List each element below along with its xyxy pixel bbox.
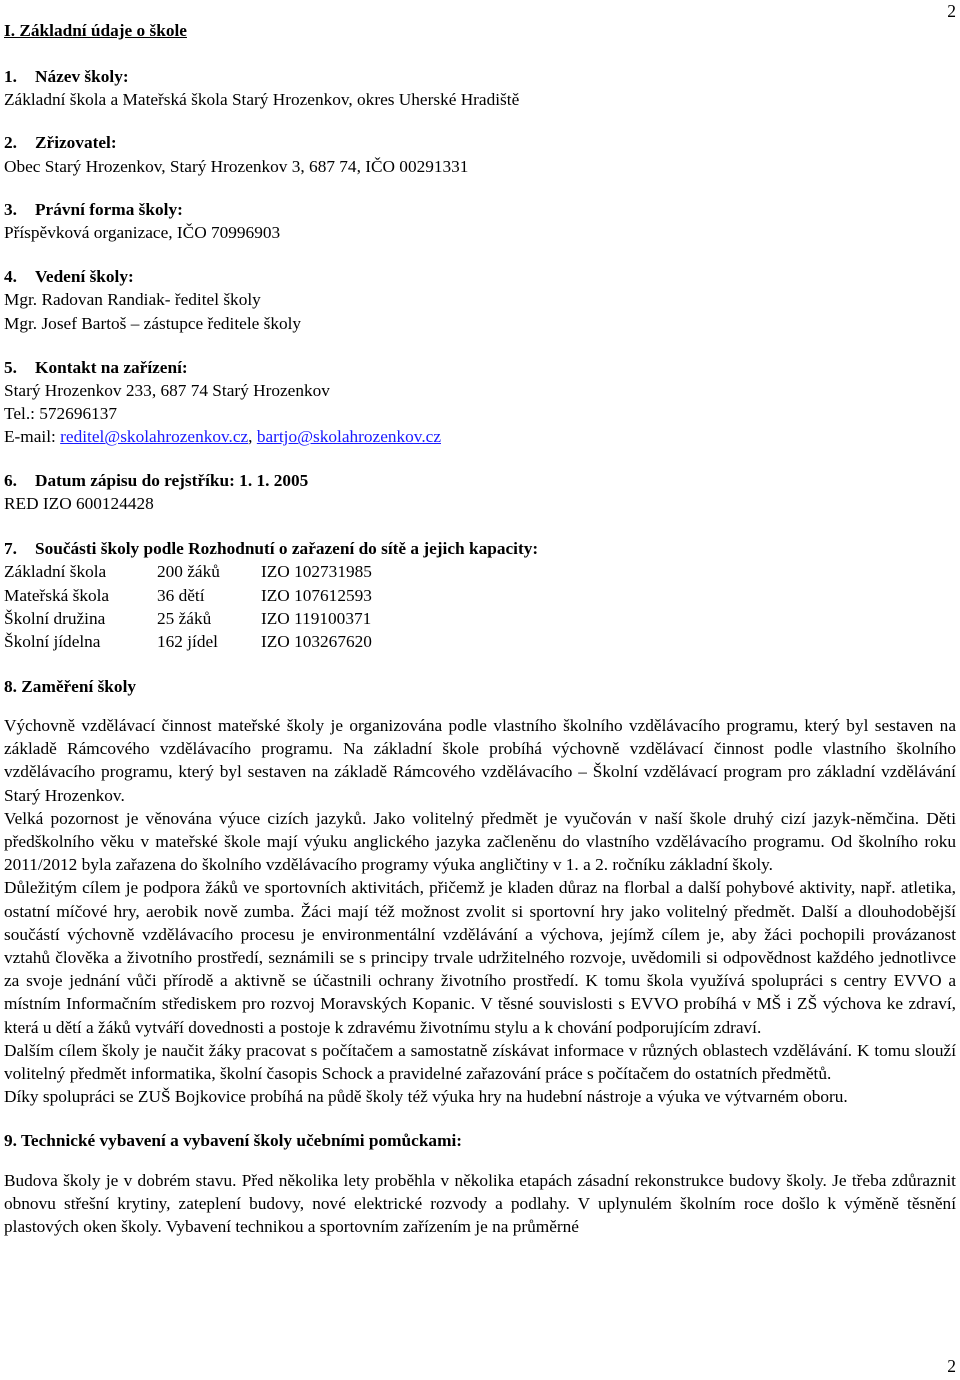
paragraph: Výchovně vzdělávací činnost mateřské školy je organizována podle vlastního školního vzdělávacího programu, který byl sestaven na základě Rámcového vzdělávacího programu. Na základní škole probíhá výchovně vzdělávací činnost podle vlastního školního vzdělávacího programu, který byl sestaven na základě Rámcového vzdělávacího – Školní vzdělávací program pro základní vzdělávání Starý Hrozenkov. bbox=[4, 716, 956, 805]
section-technical-equipment bbox=[4, 1129, 956, 1238]
legal-form-text: Příspěvková organizace, IČO 70996903 bbox=[4, 223, 281, 243]
section-heading: 7. Součásti školy podle Rozhodnutí o zařazení do sítě a jejich kapacity: bbox=[4, 539, 539, 559]
page-number-top: 2 bbox=[947, 1, 956, 21]
table-row: Základní škola 200 žáků IZO 102731985 bbox=[4, 562, 372, 582]
section-heading: 3. Právní forma školy: bbox=[4, 199, 183, 219]
paragraph: Důležitým cílem je podpora žáků ve sportovních aktivitách, přičemž je kladen důraz na florbal a další pohybové aktivity, např. atletika, ostatní míčové hry, aerobik nově zumba. Žáci mají též možnost zvolit si sportovní hry jako volitelný předmět. Další a dlouhodobější součástí výchovně vzdělávacího procesu je environmentální vzdělávání a výchova, jejímž cílem je, aby žáci pochopili provázanost vztahů člověka a životního prostředí, seznámili se s principy trvale udržitelného rozvoje, uvědomili si odpovědnost každého jednotlivce za svoje jednání vůči přírodě a aktivně se účastnili ochrany životního prostředí. K tomu škola využívá spolupráci s centry EVVO a místním Informačním střediskem pro rozvoj Moravských Kopanic. V těsné souvislosti s EVVO probíhá v MŠ i ZŠ výchova ke zdraví, která u dětí a žáků vytváří dovednosti a postoje k zdravému životnímu stylu a k chování podporujícím zdraví. bbox=[4, 878, 956, 1037]
section-heading: 8. Zaměření školy bbox=[4, 676, 137, 696]
founder-text: Obec Starý Hrozenkov, Starý Hrozenkov 3, 687 74, IČO 00291331 bbox=[4, 156, 469, 176]
page-number-bottom: 2 bbox=[947, 1355, 956, 1376]
section-school-name bbox=[4, 65, 956, 111]
section-heading: 5. Kontakt na zařízení: bbox=[4, 357, 188, 377]
section-heading: 2. Zřizovatel: bbox=[4, 133, 117, 153]
paragraph: Díky spolupráci se ZUŠ Bojkovice probíhá na půdě školy též výuka hry na hudební nástroje a výuka ve výtvarném oboru. bbox=[4, 1087, 848, 1107]
section-heading: 9. Technické vybavení a vybavení školy učebními pomůckami: bbox=[4, 1131, 463, 1151]
director: Mgr. Radovan Randiak- ředitel školy bbox=[4, 290, 261, 310]
capacity-table bbox=[4, 560, 372, 654]
email-link-director[interactable]: reditel@skolahrozenkov.cz bbox=[60, 427, 249, 447]
main-title: I. Základní údaje o škole bbox=[4, 21, 187, 40]
section-contact bbox=[4, 356, 956, 449]
section-legal-form bbox=[4, 198, 956, 244]
section-heading: 4. Vedení školy: bbox=[4, 267, 134, 287]
paragraph: Dalším cílem školy je naučit žáky pracovat s počítačem a samostatně získávat informace v různých oblastech vzdělávání. K tomu slouží volitelný předmět informatika, školní časopis Schock a pravidelné zařazování práce s počítačem do ostatních předmětů. bbox=[4, 1040, 956, 1084]
table-row: Mateřská škola 36 dětí IZO 107612593 bbox=[4, 585, 372, 605]
section-management bbox=[4, 265, 956, 335]
contact-email: E-mail: reditel@skolahrozenkov.cz, bartjo@skolahrozenkov.cz bbox=[4, 427, 441, 447]
contact-address: Starý Hrozenkov 233, 687 74 Starý Hrozenkov bbox=[4, 381, 330, 401]
section-heading: 1. Název školy: bbox=[4, 67, 129, 86]
deputy-director: Mgr. Josef Bartoš – zástupce ředitele školy bbox=[4, 313, 302, 333]
paragraph: Budova školy je v dobrém stavu. Před několika lety proběhla v několika etapách zásadní rekonstrukce budovy školy. Je třeba zdůraznit obnovu střešní krytiny, zateplení budovy, nové elektrické rozvody a podlahy. V uplynulém školním roce došlo k výměně těsnění plastových oken školy. Vybavení technikou a sportovním zařízením je na průměrné bbox=[4, 1170, 956, 1237]
contact-phone: Tel.: 572696137 bbox=[4, 404, 118, 424]
section-heading: 6. Datum zápisu do rejstříku: 1. 1. 2005 bbox=[4, 470, 309, 490]
school-name: Základní škola a Mateřská škola Starý Hrozenkov, okres Uherské Hradiště bbox=[4, 90, 520, 110]
section-founder bbox=[4, 131, 956, 177]
red-izo: RED IZO 600124428 bbox=[4, 493, 154, 513]
table-row: Školní družina 25 žáků IZO 119100371 bbox=[4, 609, 372, 629]
document-body bbox=[4, 18, 956, 1238]
paragraph: Velká pozornost je věnována výuce cizích jazyků. Jako volitelný předmět je vyučován v naší škole druhý cizí jazyk-němčina. Děti předškolního věku v mateřské škole mají výuku anglického jazyka začleněnu do vlastního vzdělávacího programu. Od školního roku 2011/2012 byla zařazena do školního vzdělávacího programy výuka angličtiny v 1. a 2. ročníku základní školy. bbox=[4, 808, 956, 875]
section-school-parts bbox=[4, 537, 956, 654]
section-school-focus bbox=[4, 675, 956, 1109]
email-link-deputy[interactable]: bartjo@skolahrozenkov.cz bbox=[256, 427, 441, 447]
section-registry-date bbox=[4, 469, 956, 515]
table-row: Školní jídelna 162 jídel IZO 103267620 bbox=[4, 632, 372, 652]
